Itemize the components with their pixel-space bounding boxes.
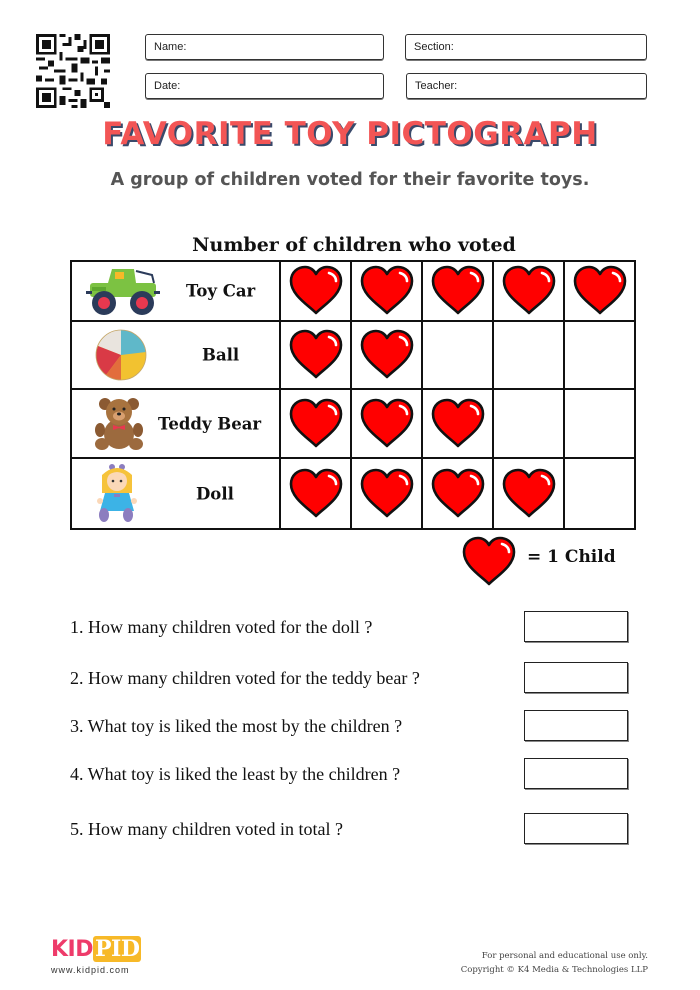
logo-kid-text: KID — [51, 937, 93, 962]
pictograph-table — [70, 260, 636, 530]
pictograph-cell — [422, 458, 493, 529]
heart-icon — [430, 265, 486, 317]
row-label-cell — [71, 261, 280, 321]
row-label-cell — [71, 321, 280, 389]
toy-label: Toy Car — [186, 281, 256, 301]
heart-icon — [359, 265, 415, 317]
heart-icon — [288, 329, 344, 381]
section-field[interactable] — [405, 34, 647, 60]
qr-code — [36, 34, 110, 108]
legend-heart-icon — [461, 536, 517, 588]
heart-icon — [359, 468, 415, 520]
toy-label: Ball — [202, 345, 240, 365]
pictograph-cell — [422, 261, 493, 321]
pictograph-cell — [422, 389, 493, 458]
table-row-teddy-bear — [71, 389, 635, 458]
heart-icon — [430, 468, 486, 520]
heart-icon — [501, 468, 557, 520]
teddy-bear-icon — [94, 396, 144, 452]
name-field[interactable] — [145, 34, 384, 60]
name-label: Name: — [154, 41, 187, 53]
pictograph-cell — [351, 321, 422, 389]
pictograph-cell — [280, 321, 351, 389]
heart-icon — [501, 265, 557, 317]
pictograph-cell — [351, 389, 422, 458]
pictograph-cell — [351, 261, 422, 321]
heart-icon — [430, 398, 486, 450]
copyright-text: Copyright © K4 Media & Technologies LLP — [460, 965, 648, 975]
teacher-field[interactable] — [406, 73, 647, 99]
answer-box-5[interactable] — [524, 813, 628, 844]
chart-title: Number of children who voted — [192, 234, 516, 256]
kidpid-logo — [51, 936, 141, 962]
pictograph-cell-empty — [493, 321, 564, 389]
toy-label: Doll — [196, 484, 234, 503]
pictograph-cell — [493, 261, 564, 321]
table-row-doll — [71, 458, 635, 529]
table-row-toy-car — [71, 261, 635, 321]
heart-icon — [572, 265, 628, 317]
logo-url: www.kidpid.com — [51, 965, 130, 975]
question-5: 5. How many children voted in total ? — [70, 819, 343, 839]
logo-pid-text: PID — [95, 936, 140, 962]
toy-label: Teddy Bear — [158, 414, 262, 433]
pictograph-cell — [351, 458, 422, 529]
date-label: Date: — [154, 80, 181, 92]
pictograph-cell — [280, 261, 351, 321]
heart-icon — [288, 398, 344, 450]
pictograph-cell — [280, 389, 351, 458]
heart-icon — [288, 468, 344, 520]
row-label-cell — [71, 458, 280, 529]
date-field[interactable] — [145, 73, 384, 99]
table-row-ball — [71, 321, 635, 389]
beach-ball-icon — [94, 328, 148, 382]
pictograph-cell-empty — [564, 321, 635, 389]
pictograph-cell — [280, 458, 351, 529]
toy-car-icon — [82, 265, 162, 317]
usage-note: For personal and educational use only. — [481, 951, 648, 961]
heart-icon — [288, 265, 344, 317]
heart-icon — [359, 329, 415, 381]
pictograph-cell — [493, 458, 564, 529]
question-1: 1. How many children voted for the doll ? — [70, 617, 373, 637]
pictograph-cell-empty — [564, 458, 635, 529]
doll-icon — [92, 463, 142, 525]
teacher-label: Teacher: — [415, 80, 458, 92]
heart-icon — [359, 398, 415, 450]
answer-box-2[interactable] — [524, 662, 628, 693]
section-label: Section: — [414, 41, 454, 53]
page-subtitle: A group of children voted for their favorite toys. — [110, 170, 590, 190]
pictograph-cell-empty — [422, 321, 493, 389]
pictograph-cell-empty — [493, 389, 564, 458]
question-2: 2. How many children voted for the teddy bear ? — [70, 668, 420, 688]
answer-box-1[interactable] — [524, 611, 628, 642]
pictograph-cell-empty — [564, 389, 635, 458]
legend-label: = 1 Child — [527, 547, 616, 567]
answer-box-3[interactable] — [524, 710, 628, 741]
answer-box-4[interactable] — [524, 758, 628, 789]
question-3: 3. What toy is liked the most by the children ? — [70, 716, 403, 736]
row-label-cell — [71, 389, 280, 458]
page-title: FAVORITE TOY PICTOGRAPH — [102, 116, 598, 152]
pictograph-cell — [564, 261, 635, 321]
question-4: 4. What toy is liked the least by the children ? — [70, 764, 401, 784]
